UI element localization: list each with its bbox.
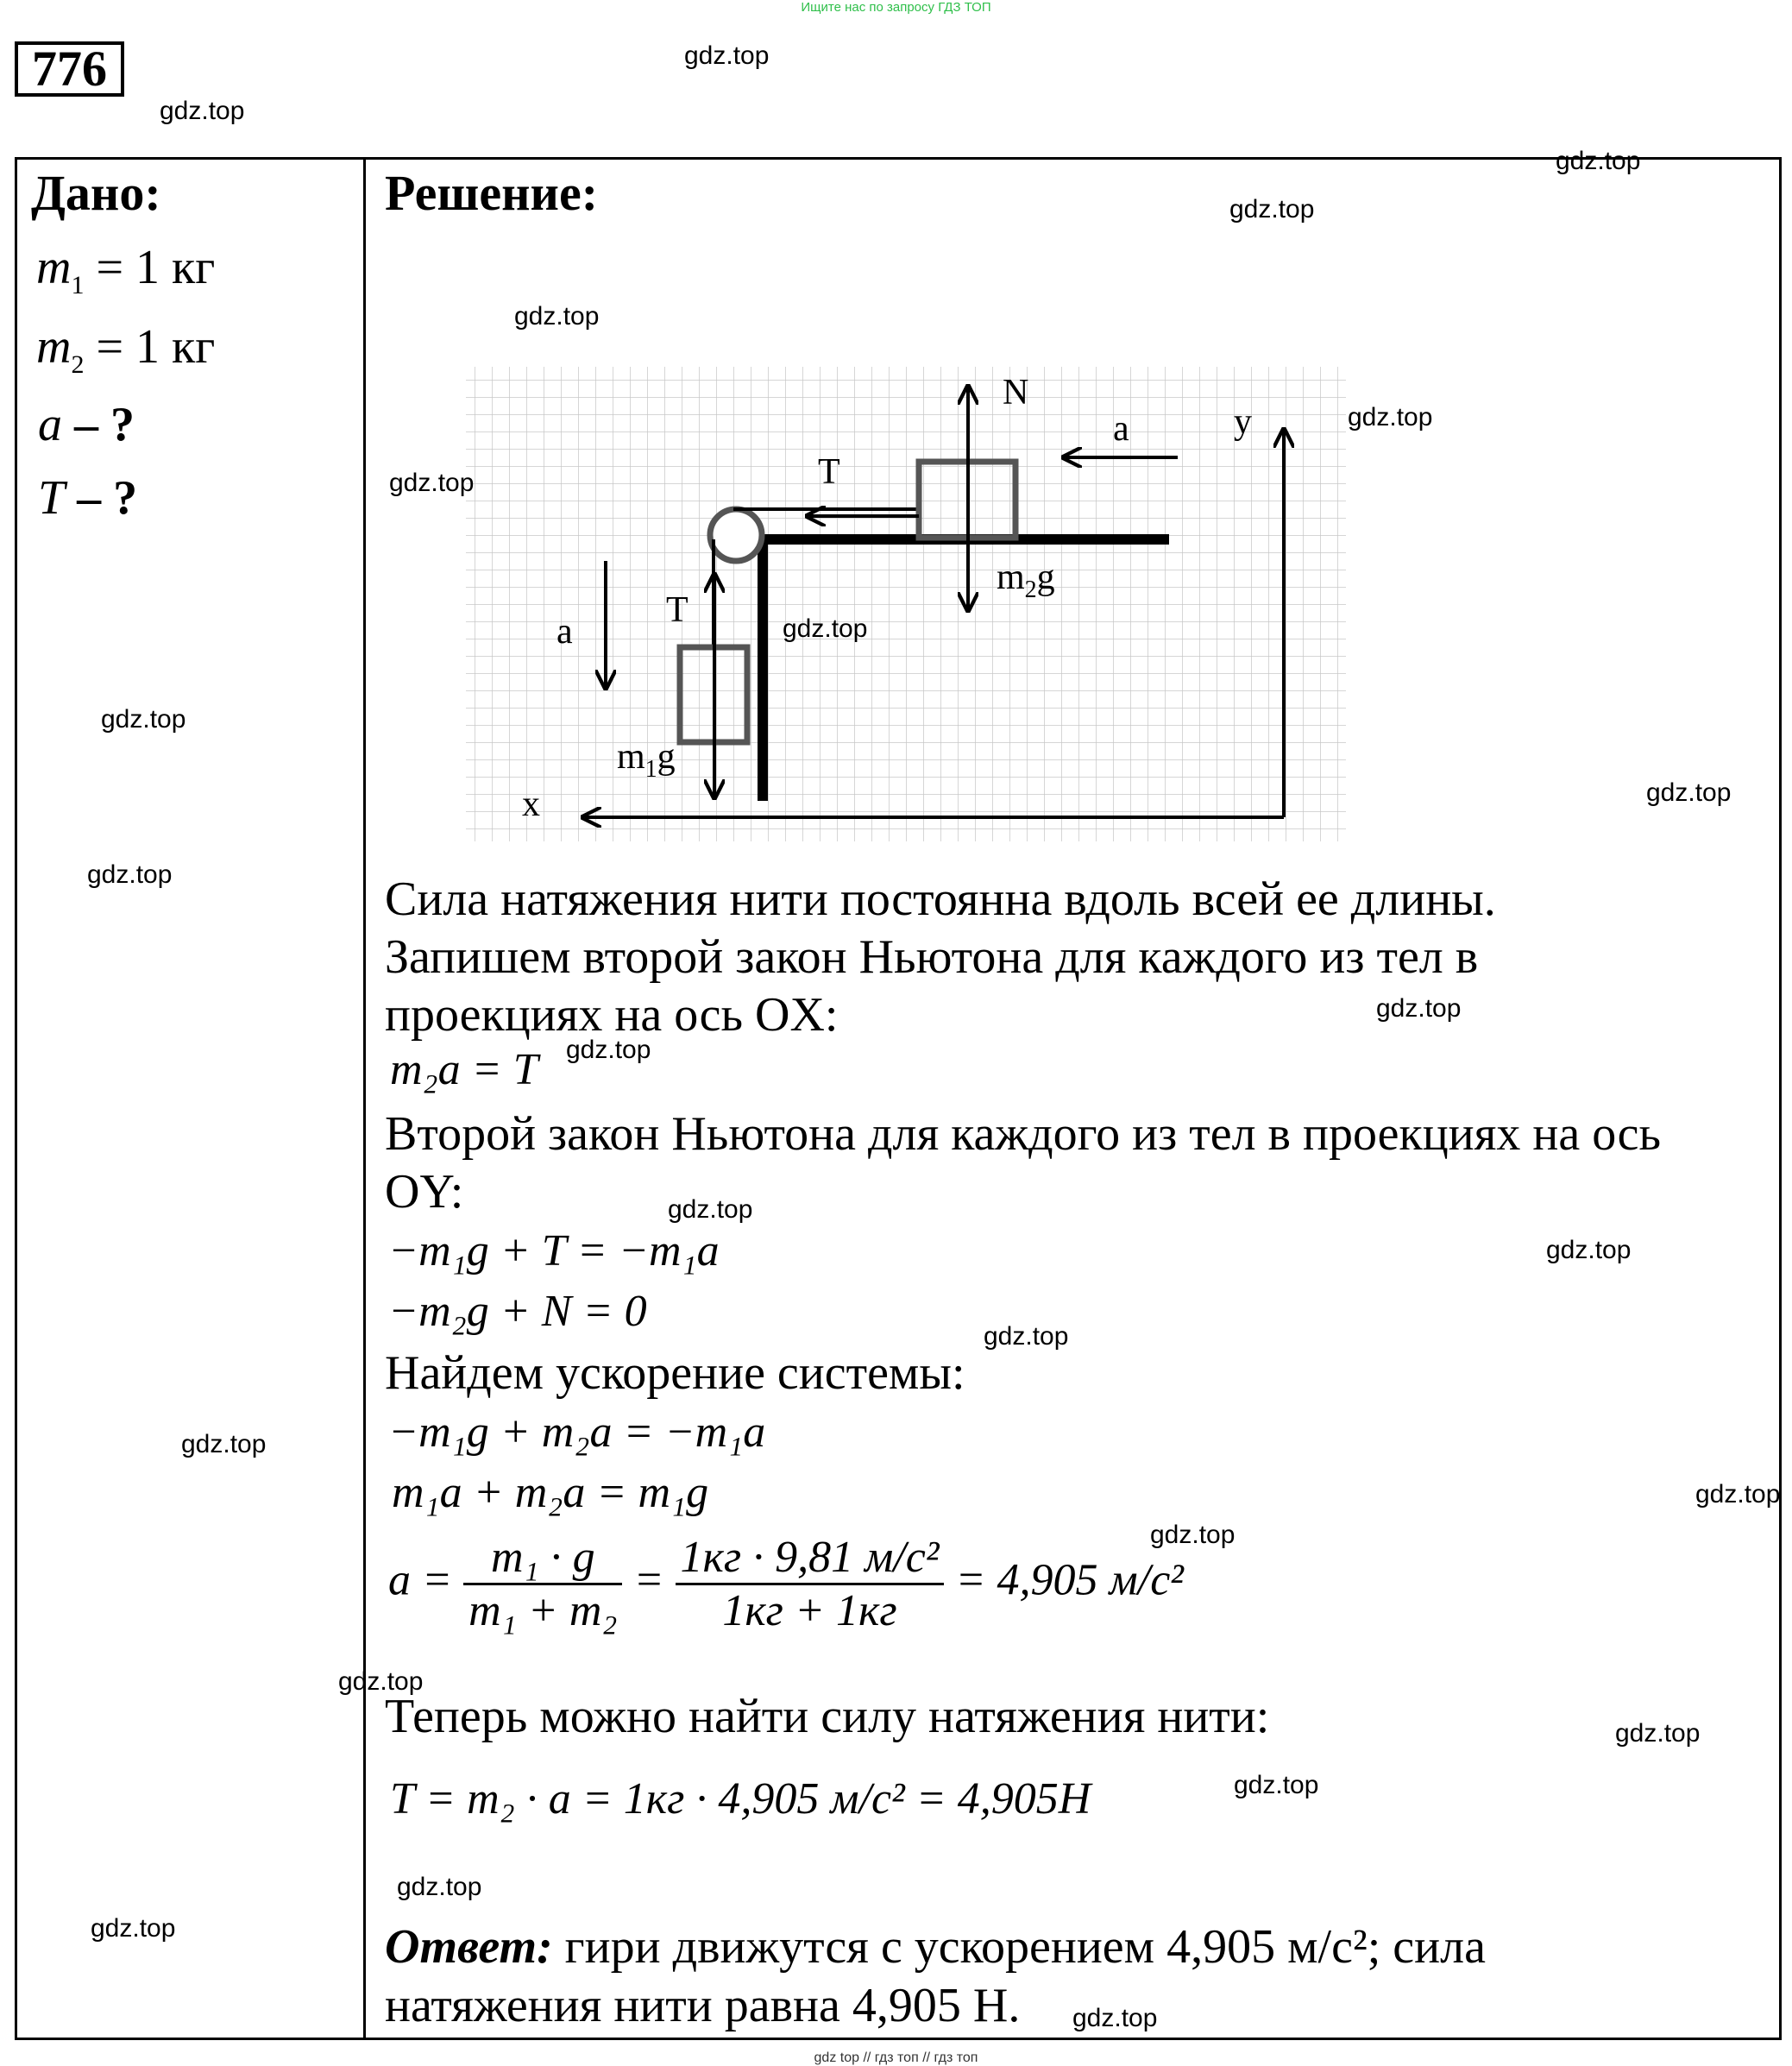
label-T-top: T	[818, 452, 840, 492]
watermark: gdz.top	[566, 1036, 651, 1064]
text-line-5: OY:	[385, 1165, 464, 1219]
given-m2: $m_2 = 1$ кг	[36, 320, 216, 380]
eq-acc-2: m₁a + m₂a = m₁g	[392, 1468, 709, 1517]
eq-a-num: m₁ · g	[490, 1533, 595, 1582]
watermark: gdz.top	[397, 1873, 482, 1901]
watermark: gdz.top	[87, 860, 173, 889]
given-heading: Дано:	[31, 165, 161, 221]
watermark: gdz.top	[1556, 147, 1641, 175]
label-x: x	[522, 784, 540, 824]
watermark: gdz.top	[684, 41, 770, 70]
eq-a-result: = 4,905 м/c²	[955, 1555, 1184, 1605]
eq-a-lhs: a =	[388, 1555, 453, 1605]
watermark: gdz.top	[338, 1667, 424, 1696]
watermark: gdz.top	[1615, 1719, 1701, 1748]
eq-a-fraction-2	[676, 1532, 945, 1636]
watermark: gdz.top	[1646, 778, 1732, 807]
watermark: gdz.top	[160, 97, 245, 125]
watermark: gdz.top	[1695, 1480, 1781, 1509]
footer: gdz top // гдз топ // гдз топ	[814, 2050, 978, 2065]
grid-background	[466, 367, 1346, 841]
text-line-2: Запишем второй закон Ньютона для каждого из тел в	[385, 930, 1479, 984]
watermark: gdz.top	[668, 1195, 753, 1224]
label-T-left: T	[666, 590, 689, 630]
watermark: gdz.top	[1072, 2004, 1158, 2032]
watermark: gdz.top	[101, 705, 186, 734]
given-unknown-a: a – ?	[38, 398, 135, 451]
eq-tension: T = m₂ · a = 1кг · 4,905 м/c² = 4,905H	[390, 1774, 1091, 1823]
solution-heading: Решение:	[385, 165, 599, 221]
watermark: gdz.top	[181, 1430, 267, 1458]
given-m1: $m_1 = 1$ кг	[36, 241, 216, 300]
eq-a-fraction-1	[463, 1532, 622, 1636]
eq-ox: m₂a = T	[390, 1045, 538, 1094]
text-line-6: Найдем ускорение системы:	[385, 1346, 965, 1400]
top-note: Ищите нас по запросу ГДЗ ТОП	[801, 0, 991, 15]
pulley	[710, 509, 762, 561]
text-line-1: Сила натяжения нити постоянна вдоль всей ее длины.	[385, 872, 1496, 926]
label-y: y	[1234, 402, 1252, 442]
watermark: gdz.top	[1376, 994, 1462, 1023]
text-line-3: проекциях на ось OX:	[385, 988, 839, 1042]
eq-a-den: m₁ + m₂	[463, 1583, 622, 1636]
text-line-4: Второй закон Ньютона для каждого из тел в проекциях на ось	[385, 1107, 1661, 1161]
answer	[385, 1918, 1486, 2035]
answer-text-1: гири движутся с ускорением 4,905 м/с²; сила	[552, 1920, 1486, 1974]
watermark: gdz.top	[91, 1914, 176, 1943]
watermark: gdz.top	[1150, 1521, 1236, 1549]
watermark: gdz.top	[1229, 195, 1315, 224]
eq-acc-1: −m₁g + m₂a = −m₁a	[388, 1408, 766, 1457]
eq-acceleration: a = $\frac{\text{m₁ · g}}{\text{m₁ + m₂}}$ = $\frac{\text{1кг · 9,81 м/c²}}{1кг + 1кг}$ = 4,905 м/c²	[388, 1533, 1184, 1635]
label-m1g: $m_1g$	[617, 737, 676, 783]
watermark: gdz.top	[783, 614, 868, 643]
label-N: N	[1003, 373, 1029, 413]
text-line-7: Теперь можно найти силу натяжения нити:	[385, 1690, 1270, 1743]
watermark: gdz.top	[1234, 1771, 1319, 1799]
answer-text-2: натяжения нити равна 4,905 Н.	[385, 1979, 1021, 2032]
answer-label: Ответ:	[385, 1920, 553, 1974]
column-divider	[363, 157, 366, 2040]
given-unknown-t: T – ?	[38, 471, 138, 525]
watermark: gdz.top	[514, 302, 600, 331]
eq-oy-2: −m₂g + N = 0	[388, 1287, 647, 1336]
label-m2g: $m_2g$	[997, 557, 1055, 603]
label-a-top: a	[1113, 409, 1129, 449]
watermark: gdz.top	[1546, 1236, 1632, 1264]
problem-number: 776	[15, 41, 124, 97]
force-diagram	[457, 362, 1355, 846]
eq-oy-1: −m₁g + T = −m₁a	[388, 1226, 720, 1276]
watermark: gdz.top	[984, 1322, 1069, 1351]
eq-a-den2: 1кг + 1кг	[676, 1583, 945, 1636]
eq-a-num2: 1кг · 9,81 м/c²	[680, 1533, 940, 1582]
watermark: gdz.top	[389, 469, 475, 497]
label-a-left: a	[556, 612, 573, 652]
watermark: gdz.top	[1348, 403, 1433, 431]
